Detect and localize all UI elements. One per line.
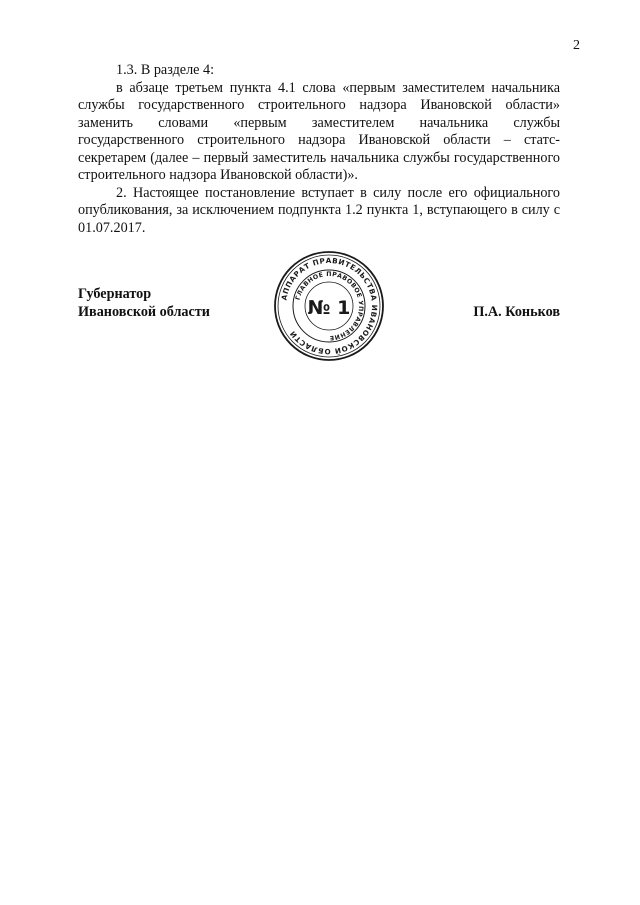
paragraph-amendment-text: в абзаце третьем пункта 4.1 слова «первым заместителем начальника службы государственного строительного надзора Ивановской области» заменить словами «первым заместителем начальника службы государственного строительного надзора Ивановской области – статс-секретарем (далее – первый заместитель начальника службы государственного строительного надзора Ивановской области)».: [78, 79, 560, 183]
paragraph-effective-date: 2. Настоящее постановление вступает в силу после его официального опубликования, за исключением подпункта 1.2 пункта 1, вступающего в силу с 01.07.2017.: [78, 184, 560, 236]
document-body: [78, 62, 560, 237]
seal-icon: [273, 250, 385, 362]
page-number: 2: [573, 38, 580, 53]
signer-title-line-2: Ивановской области: [78, 303, 210, 320]
signer-title-line-1: Губернатор: [78, 286, 152, 302]
official-seal: [273, 250, 385, 362]
signature-block: [78, 250, 560, 370]
paragraph-1-3: 1.3. В разделе 4:: [116, 62, 215, 78]
seal-inner-text: ГЛАВНОЕ ПРАВОВОЕ УПРАВЛЕНИЕ: [294, 270, 365, 342]
signer-name: П.А. Коньков: [473, 303, 560, 320]
seal-ring-text: АППАРАТ ПРАВИТЕЛЬСТВА ИВАНОВСКОЙ ОБЛАСТИ: [279, 255, 380, 357]
signer-title: [78, 286, 210, 321]
seal-number: № 1: [307, 297, 351, 319]
